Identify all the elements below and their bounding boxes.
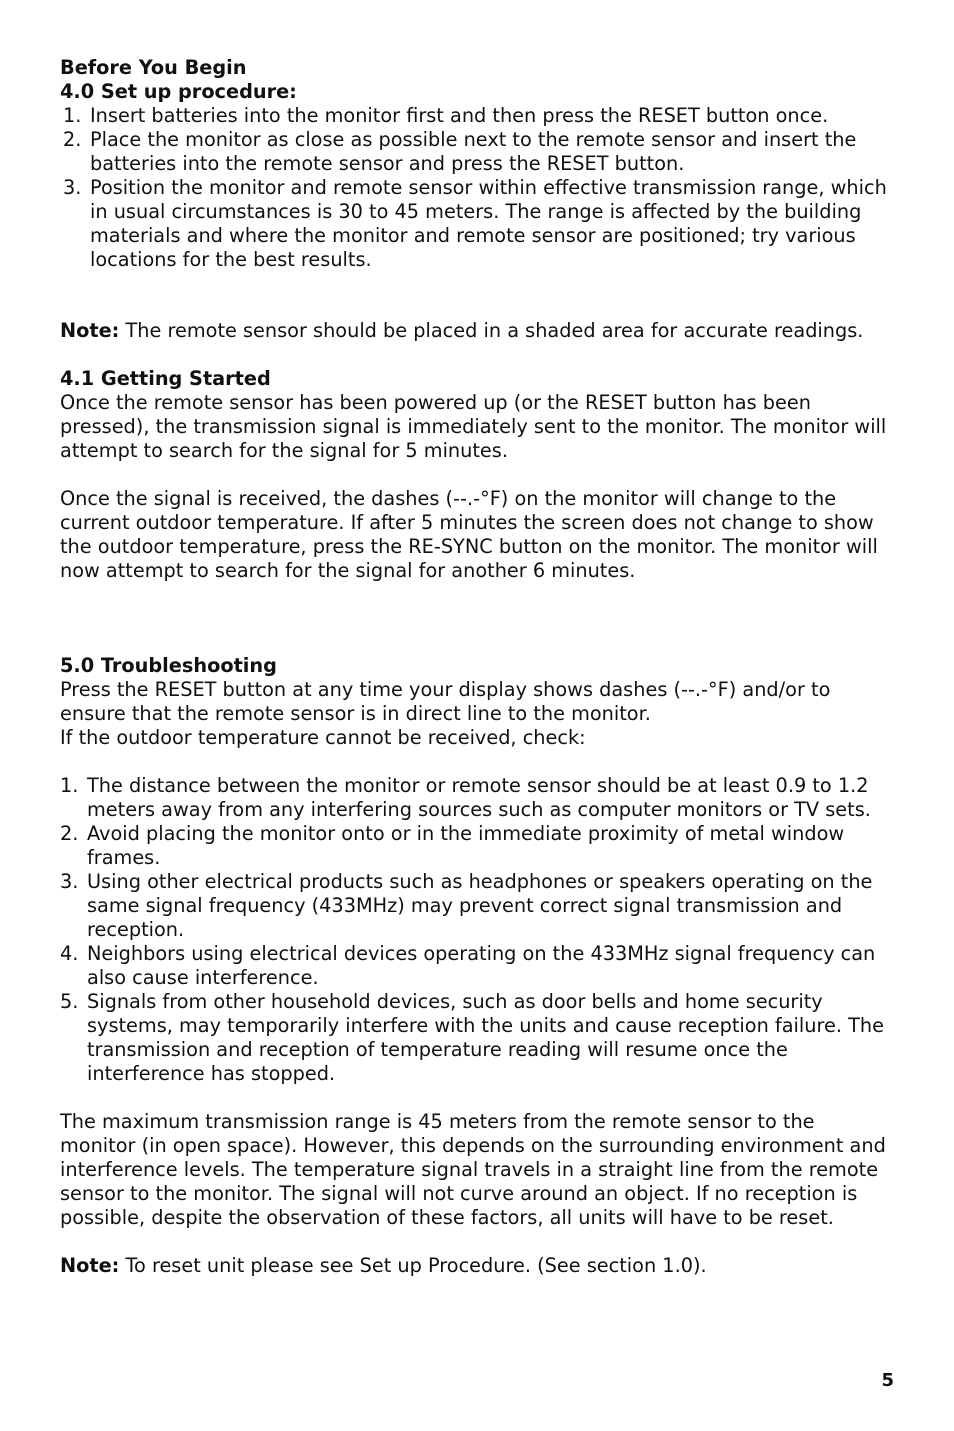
list-item-number: 5. <box>60 990 79 1013</box>
getting-started-paragraph-1: Once the remote sensor has been powered up (or the RESET button has been pressed), the transmission signal is immediately sent to the monitor. The monitor will attempt to search for the signal for 5 minutes. <box>60 391 887 462</box>
list-item <box>60 822 890 870</box>
list-item-text: Place the monitor as close as possible next to the remote sensor and insert the batteries into the remote sensor and press the RESET button. <box>90 128 857 175</box>
list-item <box>60 942 890 990</box>
list-item-number: 2. <box>60 822 79 845</box>
list-item-text: Avoid placing the monitor onto or in the immediate proximity of metal window frames. <box>87 822 845 869</box>
list-item-number: 1. <box>63 104 82 127</box>
note-label: Note: <box>60 319 120 342</box>
manual-page <box>60 56 890 1278</box>
note-text: To reset unit please see Set up Procedure. (See section 1.0). <box>119 1254 707 1277</box>
troubleshooting-list <box>60 774 890 1086</box>
list-item <box>60 128 890 176</box>
list-item <box>60 870 890 942</box>
list-item-text: Signals from other household devices, such as door bells and home security systems, may temporarily interfere with the units and cause reception failure. The transmission and reception of temperature reading will resume once the interference has stopped. <box>87 990 884 1085</box>
troubleshooting-check-line: If the outdoor temperature cannot be received, check: <box>60 726 586 749</box>
transmission-range-paragraph: The maximum transmission range is 45 meters from the remote sensor to the monitor (in open space). However, this depends on the surrounding environment and interference levels. The temperature signal travels in a straight line from the remote sensor to the monitor. The signal will not curve around an object. If no reception is possible, despite the observation of these factors, all units will have to be reset. <box>60 1110 886 1229</box>
troubleshooting-intro: Press the RESET button at any time your display shows dashes (--.-°F) and/or to ensure that the remote sensor is in direct line to the monitor. <box>60 678 831 725</box>
list-item <box>60 176 890 272</box>
list-item-number: 1. <box>60 774 79 797</box>
list-item <box>60 990 890 1086</box>
list-item-number: 3. <box>63 176 82 199</box>
list-item-number: 3. <box>60 870 79 893</box>
before-you-begin-heading: Before You Begin <box>60 56 247 79</box>
list-item-text: Position the monitor and remote sensor within effective transmission range, which in usual circumstances is 30 to 45 meters. The range is affected by the building materials and where the monitor and remote sensor are positioned; try various locations for the best results. <box>90 176 887 271</box>
list-item-text: The distance between the monitor or remote sensor should be at least 0.9 to 1.2 meters away from any interfering sources such as computer monitors or TV sets. <box>87 774 871 821</box>
list-item-text: Using other electrical products such as headphones or speakers operating on the same signal frequency (433MHz) may prevent correct signal transmission and reception. <box>87 870 873 941</box>
list-item <box>60 774 890 822</box>
reset-note <box>60 1254 890 1278</box>
list-item-text: Insert batteries into the monitor first and then press the RESET button once. <box>90 104 829 127</box>
setup-steps-list <box>60 104 890 272</box>
shade-note <box>60 319 890 343</box>
getting-started-heading: 4.1 Getting Started <box>60 367 271 390</box>
setup-procedure-heading: 4.0 Set up procedure: <box>60 80 297 103</box>
page-number: 5 <box>881 1370 894 1391</box>
troubleshooting-heading: 5.0 Troubleshooting <box>60 654 277 677</box>
list-item <box>60 104 890 128</box>
list-item-number: 4. <box>60 942 79 965</box>
note-label: Note: <box>60 1254 120 1277</box>
note-text: The remote sensor should be placed in a shaded area for accurate readings. <box>119 319 864 342</box>
list-item-text: Neighbors using electrical devices operating on the 433MHz signal frequency can also cause interference. <box>87 942 876 989</box>
getting-started-paragraph-2: Once the signal is received, the dashes (--.-°F) on the monitor will change to the current outdoor temperature. If after 5 minutes the screen does not change to show the outdoor temperature, press the RE-SYNC button on the monitor. The monitor will now attempt to search for the signal for another 6 minutes. <box>60 487 878 582</box>
list-item-number: 2. <box>63 128 82 151</box>
